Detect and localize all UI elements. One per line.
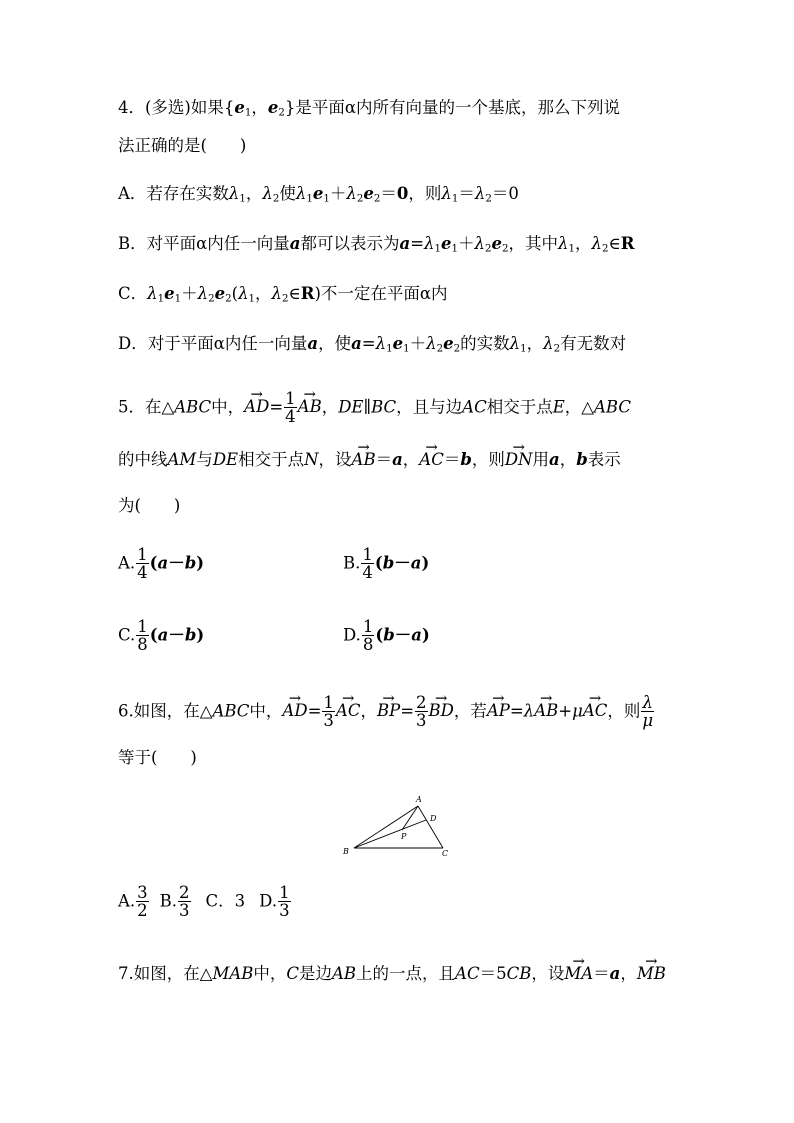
q5-vector-b: b [460,450,472,469]
q5-vector: a [157,625,169,645]
q4b-reals: R [620,234,635,253]
q4d-comma: ， [526,334,544,353]
q5-triangle: ABC [593,397,631,417]
q6-vector-ac: → AC [583,703,608,720]
q4d-sub: 2 [453,343,461,355]
q4a-lambda: λ [228,184,240,203]
q5-paren: ( [374,553,383,573]
q4a-lambda: λ [474,184,486,203]
q4b-lambda: λ [558,234,569,253]
q4-option-c [118,286,448,303]
q5-option-label: C. [118,625,136,645]
q4a-sub: 2 [272,193,280,205]
q6-line1 [118,694,655,730]
q4-e1: e [234,98,245,117]
q7-text: 7.如图，在△ [118,964,213,983]
q4b-vector-e: e [441,234,452,253]
q5-vector-b: b [576,450,588,469]
q5-option-label: D. [343,625,361,645]
q4a-zero-vector: 0 [396,184,409,203]
q6-eq: = [400,701,415,721]
q4b-vector-a: a [289,234,301,253]
q6-vector-ac: → AC [336,703,361,720]
q6-text: ，若 [453,701,487,721]
q6-fraction [322,694,335,730]
q4b-sub: 2 [484,243,492,255]
q5-text: 5．在△ [118,397,175,417]
q4c-lambda: λ [197,284,209,303]
q6-line2: 等于( ) [118,748,197,767]
q4-option-b [118,236,634,253]
q4a-text1: A．若存在实数 [118,184,229,203]
q5-text: ，设 [318,450,352,469]
q5-minus: － [394,625,412,645]
q7-line1 [118,966,666,983]
q4c-sub: 2 [225,293,232,305]
q5-option-fraction [136,618,149,654]
q4d-lambda: λ [543,334,554,353]
q6-fraction-num: 3 [137,883,148,902]
q4-sep: ， [251,98,268,117]
q5-paren: ) [421,625,430,645]
q4-stem-suffix: }是平面α内所有向量的一个基底，那么下列说 [284,98,621,117]
q5-option-fraction [362,618,375,654]
q4b-sub: 1 [568,243,575,255]
q5-segment: DE [212,450,239,469]
q5-option-fraction [361,546,374,582]
q4-stem-prefix: 4．(多选)如果{ [118,98,235,117]
q6-lambda: λ [523,701,535,721]
q6-fraction-den: 2 [137,901,148,921]
q5-fraction-den: 4 [137,563,148,583]
q5-vector-ac: → AC [419,452,444,469]
triangle-figure [336,790,456,860]
q5-text: 相交于点 [486,397,553,417]
q6-option-b-label: B. [159,891,178,911]
q5-text: ，且与边 [396,397,463,417]
q4a-lambda: λ [441,184,452,203]
q4c-vector-e: e [214,284,226,303]
q4a-sub: 1 [306,193,313,205]
q4d-text1: D．对于平面α内任一向量 [118,334,308,353]
q6-fraction-num: 2 [416,693,427,712]
q5-text: ， [321,397,339,417]
q4d-vector-a: a [307,334,319,353]
q5-minus: － [394,553,411,573]
q5-text: 表示 [587,450,621,469]
q6-option-d-label: D. [259,891,278,911]
q5-vector-a: a [392,450,403,469]
q5-triangle: ABC [174,397,212,417]
q4d-vector-a: a [351,334,362,353]
q4c-lambda: λ [147,284,158,303]
q5-text: 相交于点 [238,450,305,469]
q5-vector: a [157,553,169,573]
q7-comma: ， [620,964,637,983]
q6-comma: ， [360,701,377,721]
q5-eq: ＝ [375,450,393,469]
q7-segment: CB [506,964,532,983]
q5-segment: BC [371,397,397,417]
q6-eq: = [509,701,524,721]
q6-fraction-den: μ [642,711,654,731]
q5-comma: ， [402,450,420,469]
q6-mu: μ [572,701,583,721]
q4c-vector-e: e [164,284,175,303]
q5-text: 与 [196,450,213,469]
q4d-vector-e: e [392,334,404,353]
q4c-sub: 1 [157,293,165,305]
q4d-sub: 1 [386,343,393,355]
q4a-eq: ＝ [380,184,397,203]
q6-text: 中， [249,701,283,721]
q4b-sub: 2 [601,243,609,255]
q4a-sub: 1 [239,193,246,205]
q4a-sub: 1 [451,193,459,205]
q4-e2: e [267,98,279,117]
q4d-text2: ，使 [318,334,352,353]
q5-fraction-den: 8 [362,635,374,655]
q4c-paren: ( [231,284,239,303]
q4b-vector-e: e [491,234,502,253]
q5-minus: － [168,553,185,573]
q5-paren: ( [149,625,158,645]
q4b-text3: ，其中 [508,234,559,253]
q5-option-label: B. [343,553,361,573]
q4a-sub: 2 [485,193,492,205]
q6-fraction-num: 1 [279,883,290,902]
q4d-sub: 2 [436,343,444,355]
q6-vector-bd: → BD [429,703,454,720]
q5-text: ，则 [471,450,505,469]
q4d-eq: = [361,334,376,353]
q6-text: 6.如图，在△ [118,701,213,721]
q5-line3: 为( ) [118,496,181,515]
q5-fraction-den: 8 [137,635,148,655]
q5-segment: AM [167,450,197,469]
q4b-comma: ， [575,234,592,253]
q5-vector: b [184,625,197,645]
q4d-sub: 2 [553,343,561,355]
q4c-sub: 2 [282,293,289,305]
q4a-vector-e: e [363,184,374,203]
q5-fraction-den: 4 [362,563,373,583]
q4d-text3: 的实数 [460,334,510,353]
q4-line1 [118,100,620,117]
label-c: C [442,849,449,858]
q4b-text1: B．对平面α内任一向量 [118,234,290,253]
q4-line2: 法正确的是( ) [118,136,247,155]
q4c-lambda: λ [271,284,283,303]
q5-vector-ab: → AB [298,399,322,416]
q7-eq: ＝5 [479,964,507,983]
q4d-text4: 有无数对 [560,334,627,353]
q4b-lambda: λ [591,234,602,253]
q5-fraction-num: 1 [285,389,296,408]
q4b-sub: 2 [502,243,509,255]
q4c-reals: R [300,284,315,303]
q5-paren: ) [421,553,430,573]
q6-vector-ab: → AB [534,703,558,720]
label-p: P [401,832,407,841]
q5-point: N [304,450,319,469]
q5-option-fraction [136,546,149,582]
q5-fraction-den: 4 [285,407,296,427]
q4b-element-of: ∈ [608,234,621,253]
q4a-vector-e: e [312,184,324,203]
q5-vector-dn: → DN [505,452,533,469]
q4c-element-of: ∈ [288,284,301,303]
q5-fraction [284,390,297,426]
q5-vector-ab: → AB [352,452,376,469]
q5-eq: = [269,397,284,417]
q6-option-a-label: A. [118,891,136,911]
q6-fraction-den: 3 [323,711,334,731]
q4-option-a [118,186,519,203]
q5-option-a [118,546,204,582]
q4c-sub: 2 [208,293,215,305]
q4a-end: ＝0 [491,184,519,203]
q4d-plus: ＋ [409,334,427,353]
q4c-sub: 1 [248,293,256,305]
q5-text: 中， [211,397,245,417]
q4b-lambda: λ [424,234,435,253]
q5-vector-a: a [549,450,560,469]
q4c-plus: ＋ [181,284,198,303]
q5-point: E [552,397,565,417]
q6-fraction-num: 2 [179,883,190,902]
q4d-lambda: λ [509,334,521,353]
q4a-eq: ＝ [458,184,475,203]
q5-vector: a [410,553,422,573]
q5-fraction-num: 1 [362,617,374,636]
q6-fraction-den: 3 [279,901,290,921]
q5-option-c [118,618,204,654]
label-d: D [430,814,437,823]
q4a-sub: 2 [356,193,364,205]
q6-option-a-fraction [136,884,149,920]
q6-vector-bp: → BP [377,703,400,720]
q5-paren: ( [149,553,158,573]
q5-line1 [118,390,631,426]
q5-fraction-num: 1 [137,617,148,636]
q6-fraction-num: 1 [323,693,334,712]
q7-eq: ＝ [593,964,610,983]
q5-segment: DE [338,397,364,417]
q6-text: ，则 [607,701,641,721]
q6-fraction-den: 3 [416,711,427,731]
q5-line2 [118,452,621,469]
q5-fraction-num: 1 [362,545,373,564]
q5-eq: ＝ [443,450,461,469]
q5-vector-ad: → AD [244,399,269,416]
q5-vector: b [383,625,395,645]
q6-plus: + [558,701,573,721]
q6-option-b-fraction [178,884,191,920]
q4d-vector-e: e [443,334,454,353]
q4-e1-sub: 1 [244,107,252,119]
q5-fraction-num: 1 [137,545,148,564]
q4a-sub: 2 [373,193,381,205]
q7-text: ，设 [531,964,565,983]
q4b-text2: 都可以表示为 [300,234,400,253]
q6-option-c: C．3 [205,891,246,911]
q5-option-label: A. [118,553,136,573]
q5-text: 用 [532,450,550,469]
q7-vector-ma: → MA [564,966,593,983]
q4a-plus: ＋ [329,184,347,203]
q4b-sub: 1 [451,243,459,255]
q6-fraction-num: λ [642,693,653,712]
q5-paren: ( [375,625,384,645]
q6-eq: = [307,701,322,721]
q5-paren: ) [196,625,205,645]
q7-segment: AB [332,964,357,983]
q6-triangle: ABC [212,701,250,721]
q5-segment: AC [462,397,487,417]
q6-vector-ap: → AP [487,703,510,720]
q4c-text: )不一定在平面α内 [314,284,448,303]
q4b-plus: ＋ [458,234,475,253]
q7-segment: AC [455,964,480,983]
q4a-text2: ，则 [408,184,442,203]
q4-option-d [118,336,626,353]
q4a-lambda: λ [262,184,273,203]
q5-comma: ， [559,450,577,469]
q5-text: 的中线 [118,450,168,469]
q6-option-d-fraction [278,884,291,920]
q4a-text: 使 [279,184,296,203]
q4d-sub: 1 [403,343,410,355]
q4b-vector-a: a [399,234,411,253]
q7-text: 上的一点，且 [356,964,456,983]
q4d-sub: 1 [520,343,527,355]
label-b: B [343,847,349,856]
q4c-lambda: λ [238,284,249,303]
q7-vector-a: a [609,964,621,983]
q5-option-b [343,546,429,582]
q4b-lambda: λ [474,234,485,253]
q7-point: C [286,964,299,983]
q6-fraction [415,694,428,730]
q7-triangle: MAB [212,964,254,983]
q4-e2-sub: 2 [278,107,285,119]
q4a-lambda: λ [346,184,357,203]
q4c-label: C． [118,284,148,303]
segment-ac [418,806,443,848]
label-a: A [416,795,422,804]
q4b-sub: 1 [434,243,441,255]
q6-fraction-den: 3 [179,901,190,921]
q4c-sub: 1 [174,293,182,305]
q4d-lambda: λ [375,334,387,353]
q7-text: 是边 [299,964,332,983]
q6-answer-row [118,884,292,920]
q7-vector-mb: → MB [637,966,666,983]
q4b-eq: = [410,234,425,253]
q5-vector: a [411,625,422,645]
q6-vector-ad: → AD [282,703,307,720]
q4d-lambda: λ [426,334,437,353]
q4a-lambda: λ [295,184,307,203]
q5-minus: － [168,625,185,645]
q7-text: 中， [253,964,287,983]
q5-option-d [343,618,430,654]
q5-paren: ) [196,553,205,573]
q6-lambda-over-mu [641,694,654,730]
q4c-comma: ， [255,284,272,303]
q5-parallel: ∥ [363,397,372,417]
q5-text: ，△ [564,397,594,417]
q5-vector: b [184,553,197,573]
q5-vector: b [382,553,395,573]
q4a-sub: 1 [323,193,330,205]
q4a-comma: ， [245,184,263,203]
